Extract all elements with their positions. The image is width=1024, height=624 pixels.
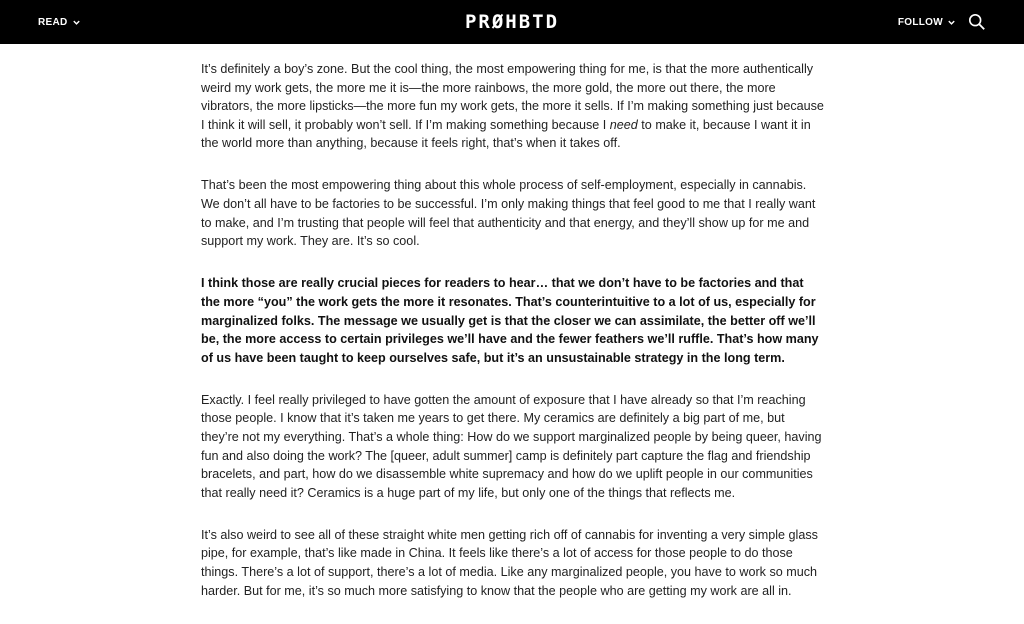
follow-menu-label: FOLLOW [897, 16, 943, 28]
paragraph-text: to make it, because I want it in the world more than anything, because it feels right, that’s when it takes off. [201, 117, 811, 151]
paragraph-text: It’s definitely a boy’s zone. But the cool thing, the most empowering thing for me, is that the more authentically weird my work gets, the more me it is—the more rainbows, the more gold, the more out there, the more vibrators, the more lipsticks—the more fun my work gets, the more it sells. If I’m making something just because I think it will sell, it probably won’t sell. If I’m making something because I [201, 62, 824, 132]
article-paragraph-1 [201, 60, 825, 153]
article-paragraph-5: It’s also weird to see all of these straight white men getting rich off of cannabis for inventing a very simple glass pipe, for example, that’s like made in China. It feels like there’s a lot of access for those people to do those things. There’s a lot of support, there’s a lot of media. Like any marginalized people, you have to work so much harder. But for me, it’s so much more satisfying to know that the people who are getting my work are all in. [201, 527, 818, 598]
article-paragraph-2: That’s been the most empowering thing about this whole process of self-employment, especially in cannabis. We don’t all have to be factories to be successful. I’m only making things that feel good to me that I really want to make, and I’m trusting that people will feel that authenticity and that energy, and they’ll show up for me and support my work. They are. It’s so cool. [201, 178, 816, 249]
emphasized-word: need [609, 117, 638, 132]
header-right-controls [898, 0, 986, 44]
read-menu[interactable] [38, 0, 81, 44]
article-body [201, 60, 825, 624]
chevron-down-icon [947, 18, 956, 27]
top-navigation-bar [0, 0, 1024, 44]
site-logo[interactable]: PRØHBTD [464, 11, 560, 33]
site-logo-container [0, 0, 1024, 44]
read-menu-label: READ [38, 16, 68, 28]
chevron-down-icon [72, 18, 81, 27]
search-icon[interactable] [968, 13, 986, 31]
follow-menu[interactable] [898, 17, 956, 28]
article-paragraph-4: Exactly. I feel really privileged to have gotten the amount of exposure that I have already so that I’m reaching those people. I know that it’s taken me years to get there. My ceramics are definitely a big part of me, but they’re not my everything. That’s a whole thing: How do we support marginalized people by being queer, having fun and also doing the work? The [queer, adult summer] camp is definitely part capture the flag and friendship bracelets, and part, how do we disassemble white supremacy and how do we uplift people in our communities that really need it? Ceramics is a huge part of my life, but only one of the things that reflects me. [201, 392, 822, 500]
interview-question: I think those are really crucial pieces for readers to hear… that we don’t have to be factories and that the more “you” the work gets the more it resonates. That’s counterintuitive to a lot of us, especially for marginalized folks. The message we usually get is that the closer we can assimilate, the better off we’ll be, the more access to certain privileges we’ll have and the fewer feathers we’ll ruffle. That’s how many of us have been taught to keep ourselves safe, but it’s an unsustainable strategy in the long term. [201, 276, 819, 365]
